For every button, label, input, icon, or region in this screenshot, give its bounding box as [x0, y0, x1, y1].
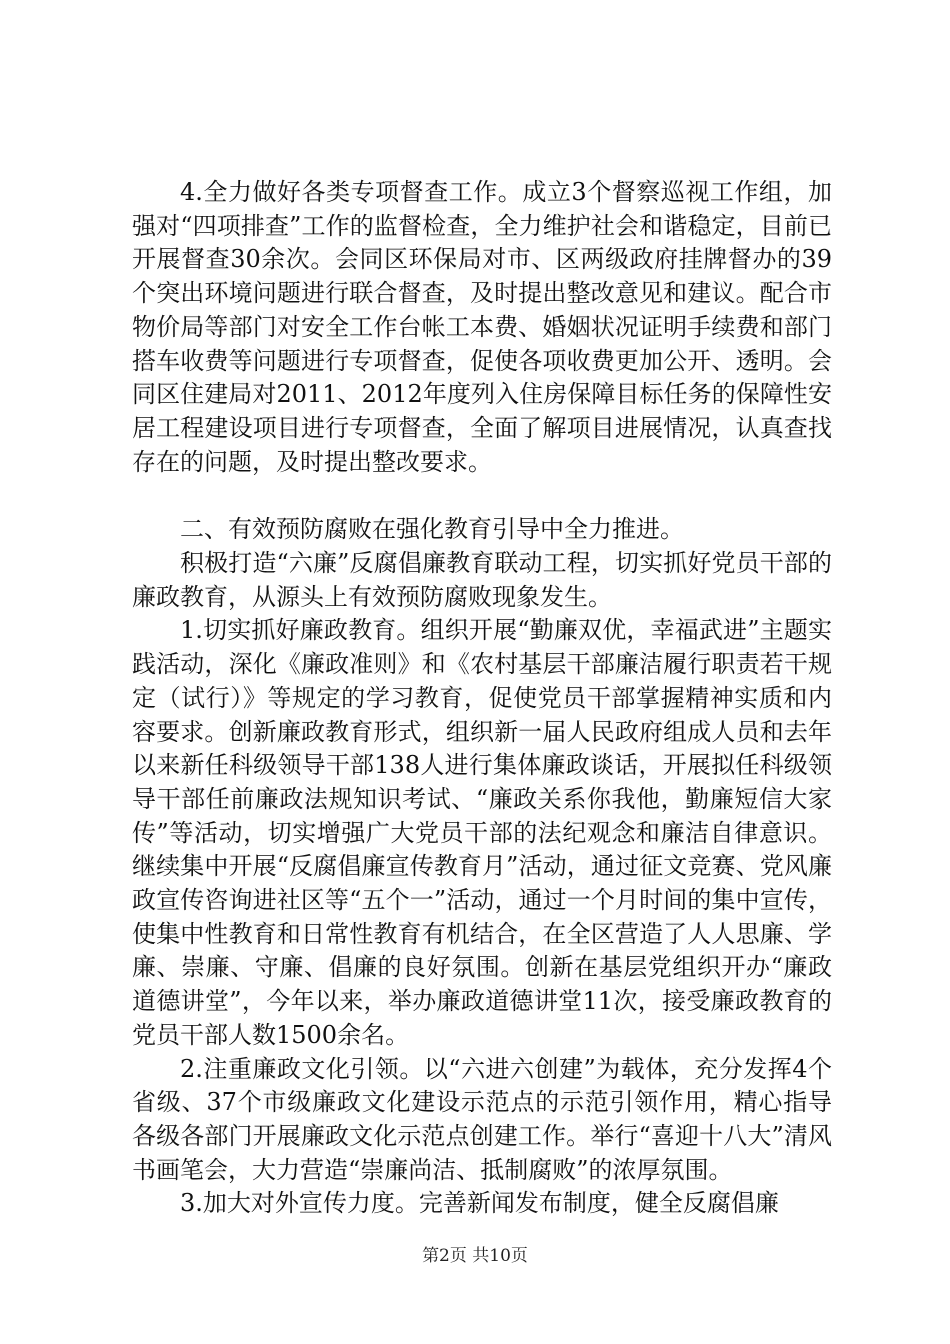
- document-body: [132, 176, 832, 1221]
- paragraph-gap: [132, 479, 832, 513]
- paragraph-external-publicity: 3.加大对外宣传力度。完善新闻发布制度，健全反腐倡廉: [180, 1189, 779, 1218]
- page-number-footer: 第2页 共10页: [422, 1246, 528, 1266]
- paragraph-integrity-education: 1.切实抓好廉政教育。组织开展“勤廉双优，幸福武进”主题实践活动，深化《廉政准则》和《农村基层干部廉洁履行职责若干规定（试行）》等规定的学习教育，促使党员干部掌握精神实质和内容要求。创新廉政教育形式，组织新一届人民政府组成人员和去年以来新任科级领导干部138人进行集体廉政谈话，开展拟任科级领导干部任前廉政法规知识考试、“廉政关系你我他，勤廉短信大家传”等活动，切实增强广大党员干部的法纪观念和廉洁自律意识。继续集中开展“反腐倡廉宣传教育月”活动，通过征文竞赛、党风廉政宣传咨询进社区等“五个一”活动，通过一个月时间的集中宣传，使集中性教育和日常性教育有机结合，在全区营造了人人思廉、学廉、崇廉、守廉、倡廉的良好氛围。创新在基层党组织开办“廉政道德讲堂”，今年以来，举办廉政道德讲堂11次，接受廉政教育的党员干部人数1500余名。: [132, 616, 832, 1049]
- paragraph-special-inspection: 4.全力做好各类专项督查工作。成立3个督察巡视工作组，加强对“四项排查”工作的监督检查，全力维护社会和谐稳定，目前已开展督查30余次。会同区环保局对市、区两级政府挂牌督办的39个突出环境问题进行联合督查，及时提出整改意见和建议。配合市物价局等部门对安全工作台帐工本费、婚姻状况证明手续费和部门搭车收费等问题进行专项督查，促使各项收费更加公开、透明。会同区住建局对2011、2012年度列入住房保障目标任务的保障性安居工程建设项目进行专项督查，全面了解项目进展情况，认真查找存在的问题，及时提出整改要求。: [132, 178, 832, 476]
- section-heading-prevent-corruption: 二、有效预防腐败在强化教育引导中全力推进。: [180, 515, 684, 544]
- paragraph-integrity-culture: 2.注重廉政文化引领。以“六进六创建”为载体，充分发挥4个省级、37个市级廉政文化建设示范点的示范引领作用，精心指导各级各部门开展廉政文化示范点创建工作。举行“喜迎十八大”清风书画笔会，大力营造“崇廉尚洁、抵制腐败”的浓厚氛围。: [132, 1054, 832, 1184]
- paragraph-six-integrity-project: 积极打造“六廉”反腐倡廉教育联动工程，切实抓好党员干部的廉政教育，从源头上有效预防腐败现象发生。: [132, 549, 832, 611]
